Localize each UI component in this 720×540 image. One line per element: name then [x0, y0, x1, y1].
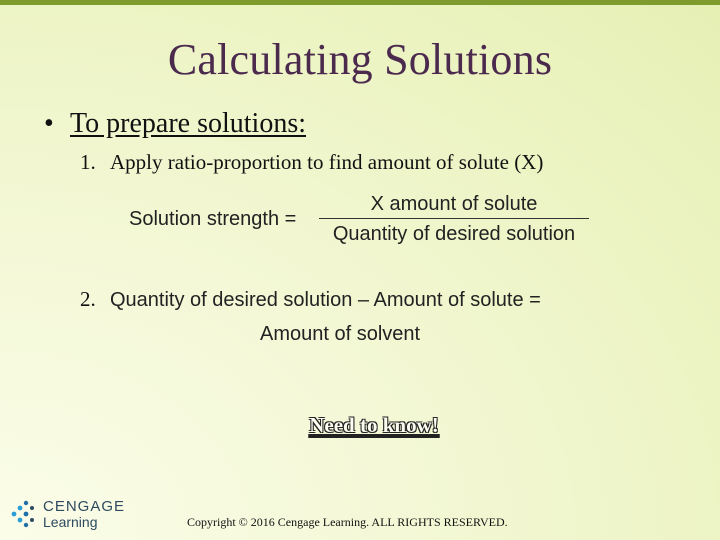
bullet-symbol: •: [44, 108, 54, 139]
fraction-bar: [319, 218, 589, 219]
step-number: 2.: [80, 287, 96, 311]
step-number: 1.: [80, 150, 96, 174]
formula-fraction: [319, 192, 589, 246]
bullet-text: To prepare solutions:: [70, 108, 306, 139]
need-to-know-note: Need to know!: [309, 413, 439, 437]
bullet-item: [44, 108, 306, 140]
step-2: [80, 287, 541, 312]
cengage-mark-icon: [10, 500, 38, 528]
step-1: [80, 150, 543, 175]
step-2-continuation: Amount of solvent: [260, 323, 421, 345]
logo-sub: Learning: [43, 514, 98, 530]
cengage-logo: [10, 498, 140, 534]
formula-numerator: X amount of solute: [370, 193, 538, 215]
formula-denominator: Quantity of desired solution: [332, 223, 576, 245]
copyright-notice: Copyright © 2016 Cengage Learning. ALL RIGHTS RESERVED.: [187, 515, 508, 529]
formula-lhs: Solution strength =: [129, 208, 297, 230]
step-equation: Quantity of desired solution – Amount of solute =: [110, 289, 541, 311]
top-accent-bar: [0, 0, 720, 5]
slide-title: Calculating Solutions: [167, 35, 553, 84]
step-text: Apply ratio-proportion to find amount of solute (X): [110, 150, 544, 174]
logo-brand: CENGAGE: [43, 498, 126, 515]
